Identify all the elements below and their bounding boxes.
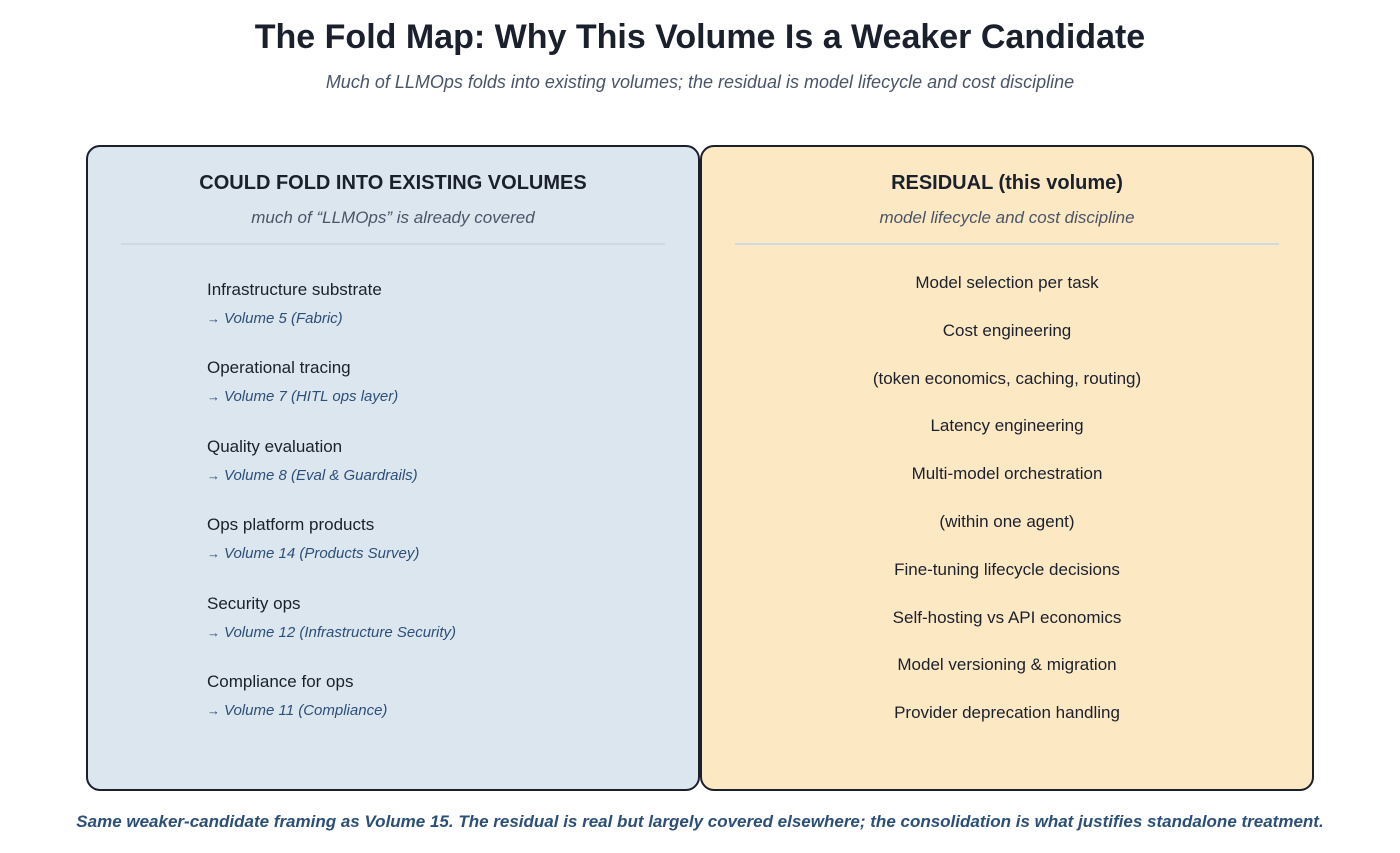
fold-list (207, 280, 456, 750)
arrow-right-icon: → (207, 311, 220, 326)
residual-item: (token economics, caching, routing) (872, 368, 1142, 388)
fold-target-label: Volume 7 (HITL ops layer) (224, 388, 399, 406)
arrow-right-icon: → (207, 467, 220, 483)
fold-item (207, 594, 456, 672)
page-subtitle: Much of LLMOps folds into existing volumes; the residual is model lifecycle and cost discipline (325, 72, 1075, 92)
residual-panel-heading: RESIDUAL (this volume) (891, 172, 1123, 194)
fold-target (207, 388, 456, 406)
residual-panel-divider (735, 243, 1279, 245)
fold-panel-subheading: much of “LLMOps” is already covered (251, 208, 535, 227)
fold-item (207, 358, 456, 436)
arrow-right-icon: → (207, 624, 220, 640)
arrow-right-icon: → (207, 546, 220, 562)
residual-item: Latency engineering (930, 416, 1084, 436)
residual-panel-subheading: model lifecycle and cost discipline (879, 208, 1135, 227)
fold-target-label: Volume 11 (Compliance) (224, 701, 388, 719)
arrow-right-icon: → (207, 389, 220, 405)
fold-panel (86, 145, 700, 791)
fold-topic: Operational tracing (207, 358, 351, 378)
fold-target (207, 624, 456, 642)
residual-item: Provider deprecation handling (894, 703, 1120, 723)
fold-target-label: Volume 8 (Eval & Guardrails) (224, 466, 418, 484)
fold-target (207, 467, 456, 485)
fold-item (207, 437, 456, 515)
residual-item: Cost engineering (942, 320, 1072, 340)
fold-target (207, 545, 456, 563)
residual-item: (within one agent) (939, 511, 1075, 531)
fold-item (207, 672, 456, 750)
fold-target-label: Volume 14 (Products Survey) (224, 545, 420, 563)
fold-topic: Security ops (207, 593, 301, 613)
residual-list (702, 273, 1312, 751)
residual-item: Model versioning & migration (897, 655, 1117, 675)
residual-item: Multi-model orchestration (911, 464, 1103, 484)
fold-topic: Quality evaluation (207, 436, 343, 456)
fold-panel-divider (121, 243, 665, 245)
residual-item: Fine-tuning lifecycle decisions (894, 559, 1120, 579)
fold-target-label: Volume 12 (Infrastructure Security) (224, 623, 457, 641)
fold-topic: Compliance for ops (207, 671, 354, 691)
fold-target (207, 310, 456, 328)
page-title: The Fold Map: Why This Volume Is a Weaker Candidate (254, 18, 1146, 56)
residual-item: Self-hosting vs API economics (892, 607, 1122, 627)
footer-note: Same weaker-candidate framing as Volume 15. The residual is real but largely covered elsewhere; the consolidation is what justifies standalone treatment. (76, 812, 1324, 831)
fold-target (207, 702, 456, 720)
fold-target-label: Volume 5 (Fabric) (224, 310, 343, 327)
fold-panel-heading: COULD FOLD INTO EXISTING VOLUMES (199, 172, 587, 194)
residual-panel (700, 145, 1314, 791)
fold-topic: Infrastructure substrate (207, 280, 382, 299)
arrow-right-icon: → (207, 702, 220, 718)
fold-topic: Ops platform products (207, 515, 375, 535)
residual-item: Model selection per task (915, 273, 1099, 292)
fold-item (207, 280, 456, 358)
fold-item (207, 515, 456, 593)
